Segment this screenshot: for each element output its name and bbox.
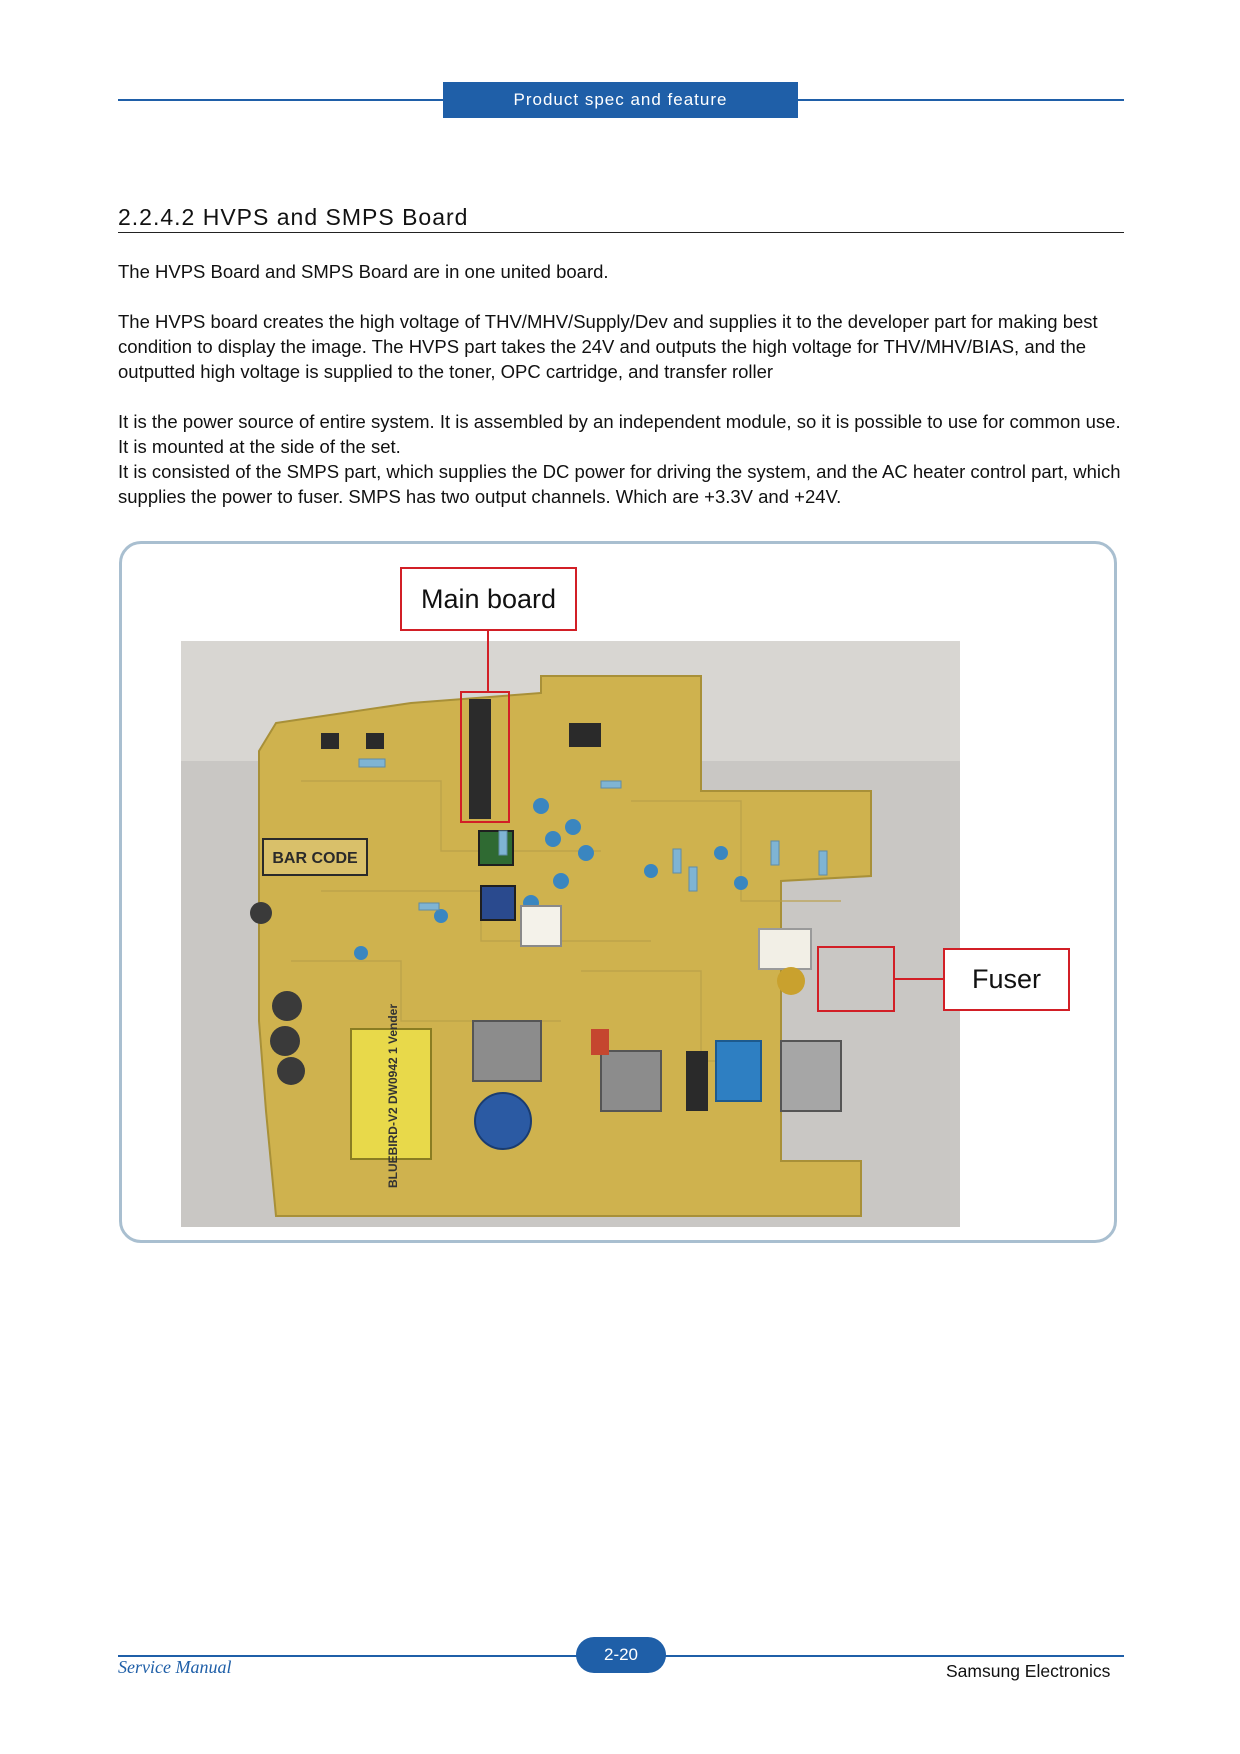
footer-manual-title: Service Manual (118, 1657, 232, 1677)
callout-leader-fuser (895, 978, 943, 980)
callout-leader-main (487, 631, 489, 692)
page-number: 2-20 (576, 1637, 666, 1673)
highlight-main-connector (460, 691, 510, 823)
callout-main-board: Main board (400, 567, 577, 631)
section-title: 2.2.4.2 HVPS and SMPS Board (118, 204, 469, 230)
barcode-label: BAR CODE (272, 850, 358, 867)
header-tab: Product spec and feature (443, 82, 798, 118)
board-photo (181, 641, 960, 1227)
paragraph-text: The HVPS board creates the high voltage of THV/MHV/Supply/Dev and supplies it to the developer part for making best condition to display the image. The HVPS part takes the 24V and outputs the high voltage for THV/MHV/BIAS, and the outputted high voltage is supplied to the toner, OPC cartridge, and transfer roller (118, 311, 1098, 382)
paragraph-text: It is consisted of the SMPS part, which supplies the DC power for driving the system, and the AC heater control part, which supplies the power to fuser. SMPS has two output channels. Which are +3.3V and +24V. (118, 461, 1121, 507)
paragraph-united-board (118, 259, 1128, 284)
paragraph-text: It is the power source of entire system. It is assembled by an independent module, so it is possible to use for common use. It is mounted at the side of the set. (118, 411, 1121, 457)
paragraph-hvps (118, 309, 1128, 384)
transformer-label: BLUEBIRD-V2 DW0942 1 Vender (386, 1003, 400, 1189)
callout-fuser: Fuser (943, 948, 1070, 1011)
paragraph-text: The HVPS Board and SMPS Board are in one united board. (118, 261, 609, 282)
highlight-fuser-connector (817, 946, 895, 1012)
paragraph-smps (118, 409, 1128, 509)
footer-company: Samsung Electronics (946, 1661, 1111, 1681)
fuser-connector (759, 929, 811, 969)
section-title-rule (118, 232, 1124, 233)
